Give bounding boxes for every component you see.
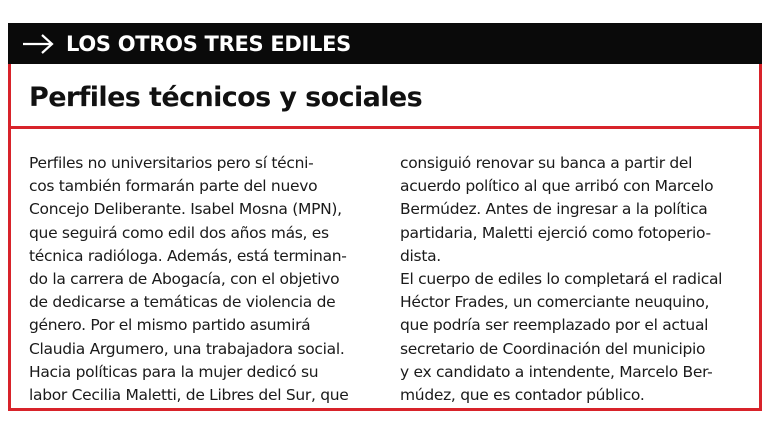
body-line: Claudia Argumero, una trabajadora social. — [29, 339, 345, 358]
headline: Perfiles técnicos y sociales — [29, 82, 423, 113]
body-line: Bermúdez. Antes de ingresar a la política — [400, 200, 708, 219]
body-line: dista. — [400, 246, 441, 265]
section-label: LOS OTROS TRES EDILES — [66, 32, 351, 56]
body-line: Héctor Frades, un comerciante neuquino, — [400, 293, 710, 312]
body-line: género. Por el mismo partido asumirá — [29, 316, 311, 335]
body-column-right — [400, 152, 762, 407]
body-line: cos también formarán parte del nuevo — [29, 177, 318, 196]
body-line: y ex candidato a intendente, Marcelo Ber- — [400, 362, 713, 381]
body-line: Concejo Deliberante. Isabel Mosna (MPN), — [29, 200, 342, 219]
body-line: Hacia políticas para la mujer dedicó su — [29, 362, 319, 381]
divider-rule — [8, 126, 762, 129]
body-line: de dedicarse a temáticas de violencia de — [29, 293, 336, 312]
body-column-left — [29, 152, 389, 407]
arrow-right-icon — [21, 33, 55, 55]
body-line: consiguió renovar su banca a partir del — [400, 154, 693, 172]
body-line: partidaria, Maletti ejerció como fotoperio- — [400, 223, 711, 242]
body-line: múdez, que es contador público. — [400, 385, 645, 404]
body-line: Perfiles no universitarios pero sí técni- — [29, 154, 314, 172]
body-line: do la carrera de Abogacía, con el objetivo — [29, 269, 340, 288]
body-line: que podría ser reemplazado por el actual — [400, 316, 709, 335]
body-line: El cuerpo de ediles lo completará el radical — [400, 269, 723, 288]
body-line: técnica radióloga. Además, está terminan- — [29, 246, 347, 265]
body-line: labor Cecilia Maletti, de Libres del Sur, que — [29, 385, 349, 404]
body-line: acuerdo político al que arribó con Marcelo — [400, 177, 714, 196]
body-line: que seguirá como edil dos años más, es — [29, 223, 329, 242]
body-line: secretario de Coordinación del municipio — [400, 339, 706, 358]
section-header-bar — [8, 23, 762, 64]
